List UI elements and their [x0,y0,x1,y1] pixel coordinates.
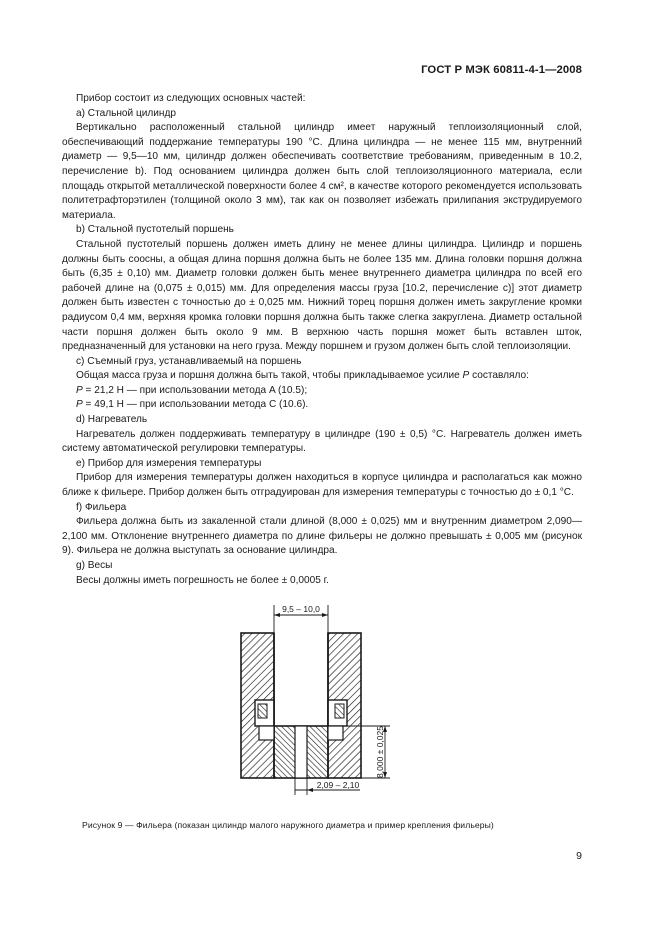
force-line-method-a [62,384,582,399]
body-text [62,92,582,588]
item-g-heading: g) Весы [76,560,113,571]
retainer-ring-right [335,704,344,718]
item-d-paragraph: Нагреватель должен поддерживать температуру в цилиндре (190 ± 0,5) °C. Нагреватель должен иметь систему автоматической регулировки температуры. [62,428,582,455]
die-orifice [295,726,307,778]
item-b-heading: b) Стальной пустотелый поршень [76,224,234,236]
force-value-a: = 21,2 Н — при использовании метода A (10.5); [82,384,308,396]
die-drawing-figure [200,600,460,800]
dim-arrow [322,613,328,617]
force-symbol: P [462,370,470,382]
item-a-heading: a) Стальной цилиндр [76,107,176,119]
item-b-paragraph: Стальной пустотелый поршень должен иметь длину не менее длины цилиндра. Цилиндр и поршень должны быть соосны, а общая длина поршня должна быть не более 135 мм. Длина головки поршня должна быть (6,35 ± 0,10) мм. Диаметр головки должен быть менее внутреннего диаметра цилиндра по всей его рабочей длине на (0,075 ± 0,015) мм. Для определения массы груза [10.2, перечисление c)] этот диаметр должен быть известен с точностью до ± 0,025 мм. Нижний торец поршня должен иметь закругление кромки радиусом 0,4 мм, верхняя кромка головки поршня должна быть также слегка закруглена. Диаметр остальной части поршня должен быть около 9 мм. В верхнюю часть поршня может быть вставлен шток, предназначенный для установки на него груза. Между поршнем и грузом должен быть слой теплоизоляции. [62,238,582,353]
item-c-heading: c) Съемный груз, устанавливаемый на поршень [76,355,302,367]
item-f-heading: f) Фильера [76,501,127,513]
item-f-paragraph: Фильера должна быть из закаленной стали длиной (8,000 ± 0,025) мм и внутренним диаметром 2,090—2,100 мм. Отклонение внутреннего диаметра по длине фильеры не должно превышать ± 0,005 мм (рисунок 9). Фильера не должна выступать за основание цилиндра. [62,516,582,557]
die-seat-left [259,726,274,740]
item-e-heading: e) Прибор для измерения температуры [76,457,262,469]
item-g-paragraph: Весы должны иметь погрешность не более ± 0,0005 г. [76,574,329,586]
dim-label-bore: 9,5 – 10,0 [282,604,320,614]
intro-paragraph: Прибор состоит из следующих основных частей: [76,93,306,104]
retainer-ring-left [258,704,267,718]
die-cross-section-drawing [200,600,460,800]
die-seat-right [328,726,343,740]
item-c-text: Общая масса груза и поршня должна быть такой, чтобы прикладываемое усилие [76,370,463,382]
dim-arrow [274,613,280,617]
figure-caption: Рисунок 9 — Фильера (показан цилиндр малого наружного диаметра и пример крепления фильеры) [82,820,494,830]
item-d-heading: d) Нагреватель [76,414,148,426]
dim-arrow [307,788,313,792]
dim-label-die-length: 8,000 ± 0,025 [375,726,385,778]
running-header: ГОСТ Р МЭК 60811-4-1—2008 [421,64,582,76]
force-symbol: P [76,384,83,396]
item-c-text-end: составляло: [469,370,529,382]
dim-label-orifice: 2,09 – 2,10 [316,780,360,790]
page-number: 9 [576,850,582,862]
force-line-method-c [62,398,582,413]
force-symbol: P [76,399,83,411]
item-c-paragraph [62,369,582,384]
item-e-paragraph: Прибор для измерения температуры должен находиться в корпусе цилиндра и располагаться как можно ближе к фильере. Прибор должен быть отградуирован для измерения температуры с точностью до ± 0,1 °C. [62,472,582,499]
item-a-paragraph: Вертикально расположенный стальной цилиндр имеет наружный теплоизоляционный слой, обеспечивающий поддержание температуры 190 °C. Длина цилиндра — не менее 115 мм, внутренний диаметр — 9,5—10 мм, цилиндр должен обеспечивать соответствие требованиям, приведенным в 10.2, перечисление b). Под основанием цилиндра должен быть слой теплоизоляционного материала, если площадь открытой металлической поверхности более 4 см², в качестве которого рекомендуется использовать политетрафторэтилен (толщиной около 3 мм), так как он позволяет избежать прилипания экструдируемого материала. [62,122,582,221]
force-value-c: = 49,1 Н — при использовании метода C (10.6). [82,399,309,411]
